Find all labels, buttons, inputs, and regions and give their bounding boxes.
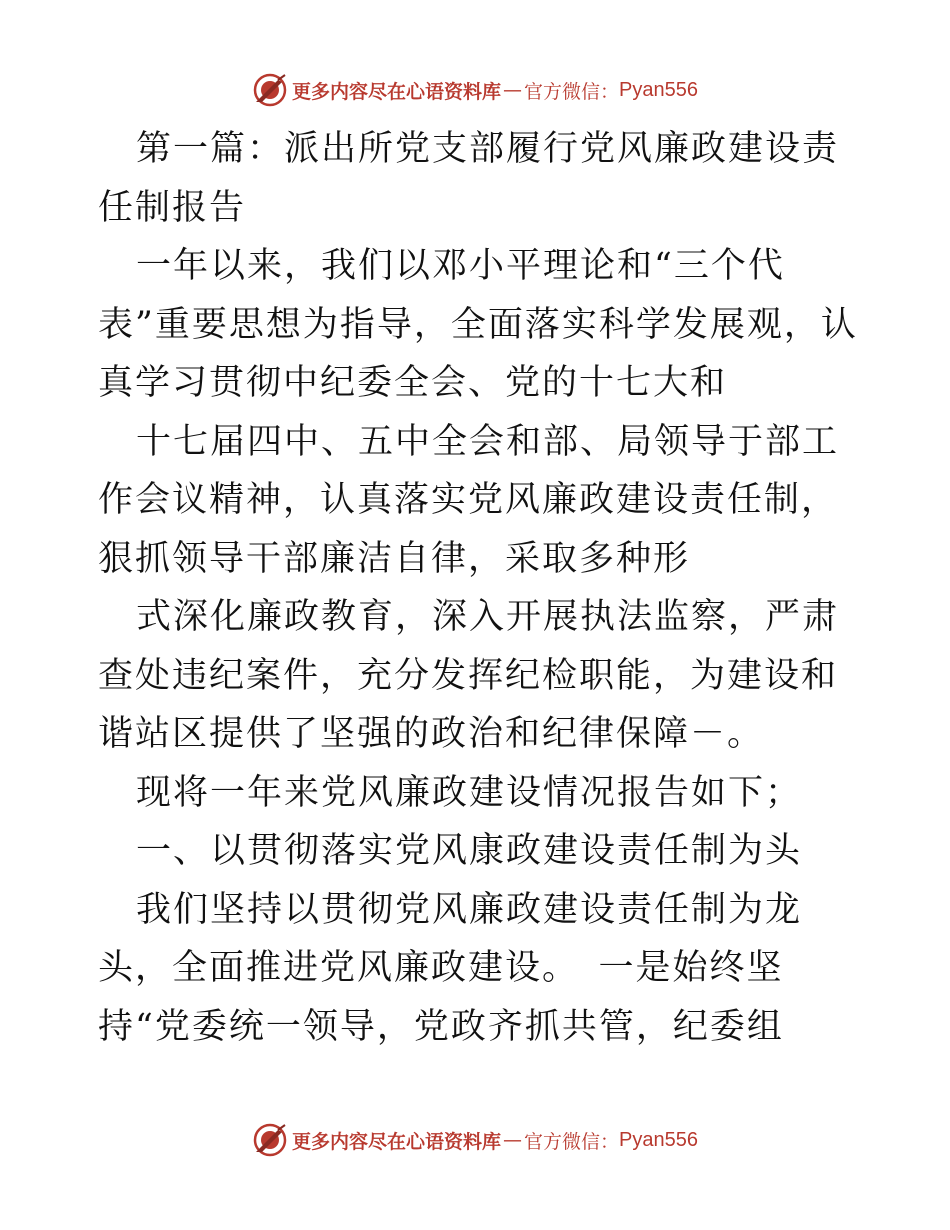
watermark-text: 更多内容尽在心语资料库 <box>292 80 502 103</box>
document-body <box>98 120 858 1056</box>
watermark-wechat-id: Pyan556 <box>619 1128 698 1151</box>
paragraph: 现将一年来党风廉政建设情况报告如下； <box>136 772 803 813</box>
footer-watermark <box>0 1120 950 1160</box>
watermark-official-label: 官方微信： <box>524 1130 620 1153</box>
header-watermark <box>0 70 950 110</box>
feather-pen-logo-icon <box>252 1122 288 1158</box>
paragraph: 式深化廉政教育，深入开展执法监察，严肃查处违纪案件，充分发挥纪检职能，为建设和谐站区提供了坚强的政治和纪律保障－。 <box>98 597 840 754</box>
watermark-text: 更多内容尽在心语资料库 <box>292 1130 502 1153</box>
watermark-dash: — <box>503 79 523 101</box>
section-heading: 一、以贯彻落实党风康政建设责任制为头 <box>136 831 803 871</box>
paragraph: 十七届四中、五中全会和部、局领导于部工作会议精神，认真落实党风廉政建设责任制，狠抓领导干部廉洁自律，采取多种形 <box>98 421 840 579</box>
watermark-dash: — <box>503 1129 523 1151</box>
watermark-wechat-id: Pyan556 <box>619 78 698 101</box>
document-title: 第一篇：派出所党支部履行党风廉政建设责任制报告 <box>98 129 840 228</box>
paragraph: 我们坚持以贯彻党风廉政建设责任制为龙头，全面推进党风廉政建设。 一是始终坚持“党委统一领导，党政齐抓共管，纪委组 <box>98 889 803 1047</box>
paragraph: 一年以来，我们以邓小平理论和“三个代表”重要思想为指导，全面落实科学发展观，认真学习贯彻中纪委全会、党的十七大和 <box>98 246 858 403</box>
feather-pen-logo-icon <box>252 72 288 108</box>
watermark-official-label: 官方微信： <box>524 80 620 103</box>
